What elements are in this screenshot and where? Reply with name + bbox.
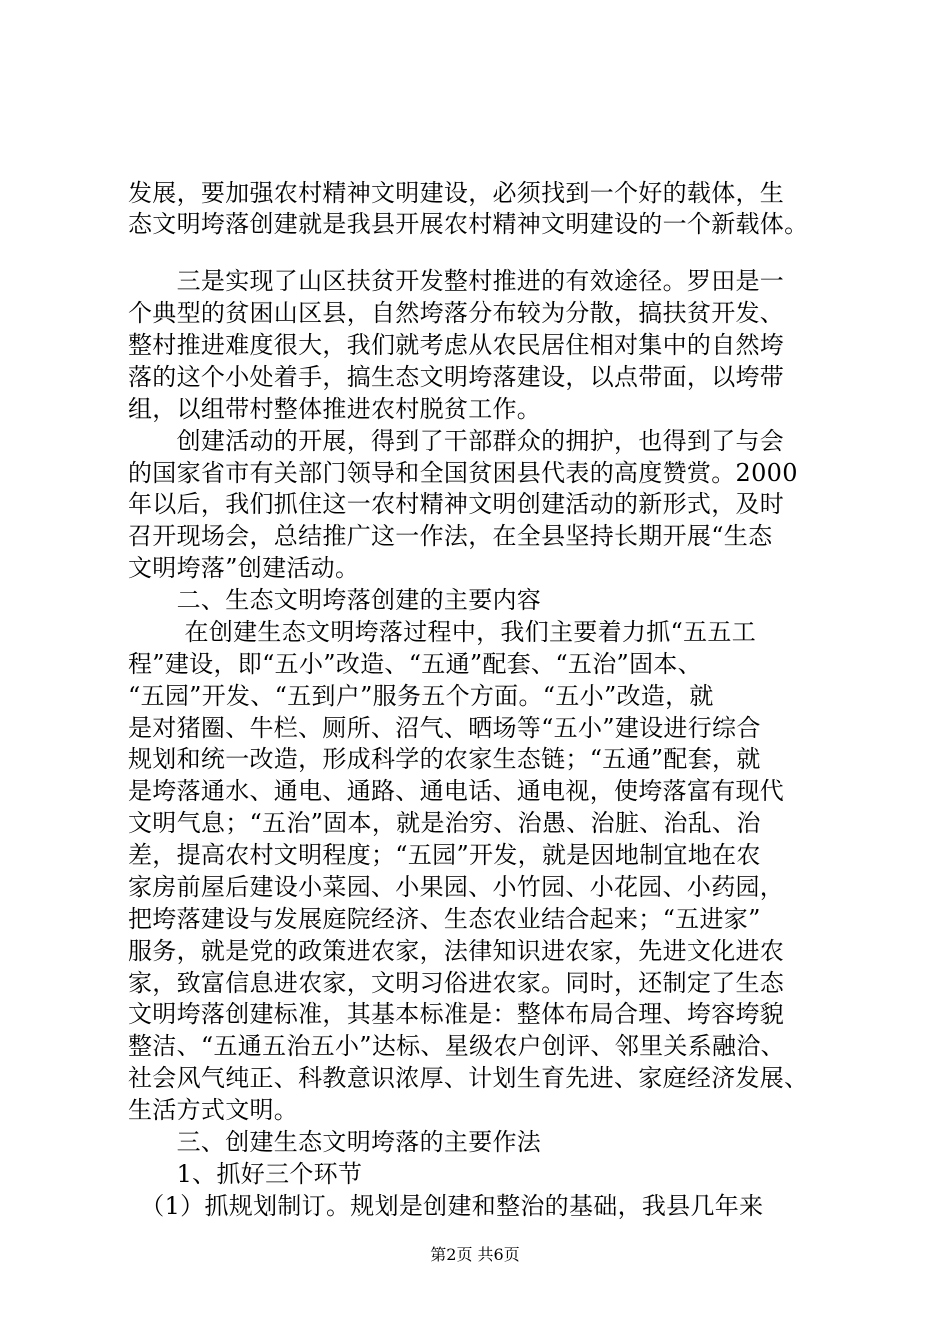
text-line: 个典型的贫困山区县，自然垮落分布较为分散，搞扶贫开发、 (128, 299, 785, 327)
text-line: 社会风气纯正、科教意识浓厚、计划生育先进、家庭经济发展、 (128, 1064, 809, 1092)
page-footer: 第2页 共6页 (430, 1245, 520, 1264)
text-line: 是对猪圈、牛栏、厕所、沼气、晒场等“五小”建设进行综合 (128, 714, 761, 742)
text-line: 整洁、“五通五治五小”达标、星级农户创评、邻里关系融洽、 (128, 1032, 785, 1060)
text-line: 1、抓好三个环节 (128, 1160, 363, 1188)
text-line: 差，提高农村文明程度；“五园”开发，就是因地制宜地在农 (128, 841, 761, 869)
text-line: 家房前屋后建设小菜园、小果园、小竹园、小花园、小药园， (128, 873, 785, 901)
text-line: 服务，就是党的政策进农家，法律知识进农家，先进文化进农 (128, 937, 785, 965)
text-line: （1）抓规划制订。规划是创建和整治的基础，我县几年来 (128, 1192, 764, 1220)
text-line: 整村推进难度很大，我们就考虑从农民居住相对集中的自然垮 (128, 331, 785, 359)
text-line: 家，致富信息进农家，文明习俗进农家。同时，还制定了生态 (128, 969, 785, 997)
text-line: 文明垮落创建标准，其基本标准是：整体布局合理、垮容垮貌 (128, 1000, 785, 1028)
text-line: 召开现场会，总结推广这一作法，在全县坚持长期开展“生态 (128, 522, 773, 550)
text-line: 三是实现了山区扶贫开发整村推进的有效途径。罗田是一 (128, 267, 785, 295)
text-line: 的国家省市有关部门领导和全国贫困县代表的高度赞赏。2000 (128, 459, 798, 487)
text-line: 把垮落建设与发展庭院经济、生态农业结合起来；“五进家” (128, 905, 761, 933)
text-line: 落的这个小处着手，搞生态文明垮落建设，以点带面，以垮带 (128, 363, 785, 391)
text-line: 三、创建生态文明垮落的主要作法 (128, 1128, 542, 1156)
text-line: 二、生态文明垮落创建的主要内容 (128, 586, 542, 614)
text-line: 文明垮落”创建活动。 (128, 554, 360, 582)
text-line: 生活方式文明。 (128, 1096, 299, 1124)
text-line: 规划和统一改造，形成科学的农家生态链；“五通”配套，就 (128, 745, 761, 773)
text-line: 年以后，我们抓住这一农村精神文明创建活动的新形式，及时 (128, 490, 785, 518)
text-line: “五园”开发、“五到户”服务五个方面。“五小”改造，就 (128, 682, 714, 710)
text-line: 发展，要加强农村精神文明建设，必须找到一个好的载体，生 (128, 179, 785, 207)
text-line: 文明气息；“五治”固本，就是治穷、治愚、治脏、治乱、治 (128, 809, 761, 837)
text-line: 在创建生态文明垮落过程中，我们主要着力抓“五五工 (128, 618, 756, 646)
text-line: 程”建设，即“五小”改造、“五通”配套、“五治”固本、 (128, 650, 702, 678)
text-line: 创建活动的开展，得到了干部群众的拥护，也得到了与会 (128, 427, 785, 455)
text-line: 组，以组带村整体推进农村脱贫工作。 (128, 395, 542, 423)
text-line: 是垮落通水、通电、通路、通电话、通电视，使垮落富有现代 (128, 777, 785, 805)
text-line: 态文明垮落创建就是我县开展农村精神文明建设的一个新载体。 (128, 210, 809, 238)
